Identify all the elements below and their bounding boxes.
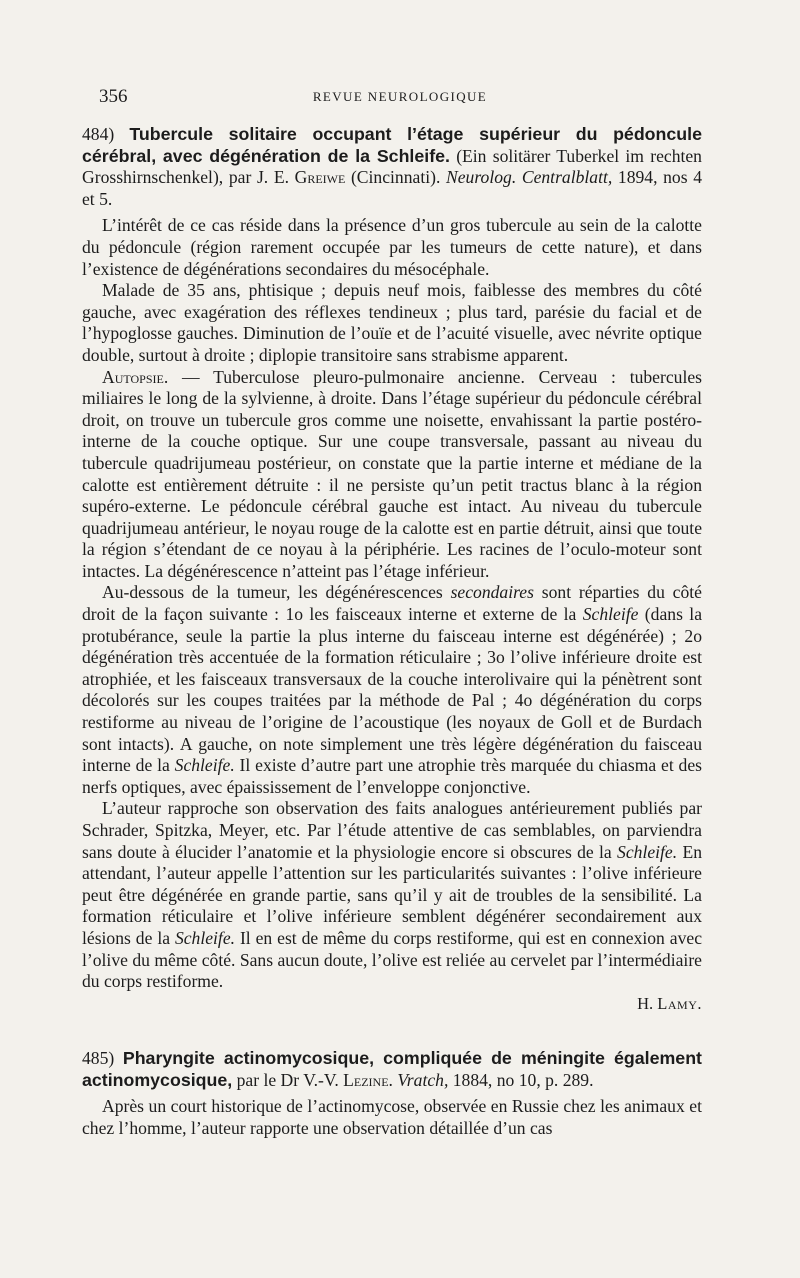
article-title: Tubercule solitaire occupant l’étage supérieur du pédoncule cérébral, avec dégénération de la Schleife. <box>82 124 702 166</box>
italic-term: Schleife <box>582 604 639 625</box>
italic-term: Schleife. <box>617 841 678 862</box>
autopsy-text: — Tuberculose pleuro-pulmonaire ancienne. Cerveau : tubercules miliaires le long de la sylvienne, à droite. Dans l’étage supérieur du pédoncule cérébral droit, on trouve un tubercule gros comme une noisette, envahissant la partie postéro-interne de la couche optique. Sur une coupe transversale, passant au niveau du tubercule quadrijumeau postérieur, on constate que la partie interne et médiane de la calotte est entièrement détruite : il ne persiste qu’un petit tractus blanc à la région supéro-externe. Le pédoncule cérébral gauche est intact. Au niveau du tubercule quadrijumeau antérieur, le noyau rouge de la calotte est en partie détruit, ainsi que toute la région s’étendant de ce noyau à la périphérie. Les racines de l’oculo-moteur sont intactes. La dégénérescence n’atteint pas l’étage inférieur. <box>82 366 702 581</box>
italic-term: Schleife. <box>174 755 235 776</box>
paragraph-intro: Après un court historique de l’actinomycose, observée en Russie chez les animaux et chez l’homme, l’auteur rapporte une observation détaillée d’un cas <box>82 1096 702 1138</box>
article-heading <box>82 1048 702 1091</box>
author-name: Lezine. <box>343 1069 393 1090</box>
reference-part-a: par le Dr V.-V. <box>232 1069 344 1090</box>
text-run: Au-dessous de la tumeur, les dégénérescences <box>102 582 451 603</box>
text-run: sont réparties du côté droit de la façon suivante : 1o les faisceaux interne et externe de la <box>82 582 702 625</box>
article-heading <box>82 124 702 210</box>
journal-title: REVUE NEUROLOGIQUE <box>312 89 488 104</box>
signature-initial: H. <box>637 993 658 1013</box>
paragraph-interest: L’intérêt de ce cas réside dans la présence d’un gros tubercule au sein de la calotte du pédoncule (région rarement occupée par les tumeurs de cette nature), et dans l’existence de dégénérations secondaires du mésocéphale. <box>82 215 702 279</box>
paragraph-autopsy <box>82 367 702 583</box>
text-run: (dans la protubérance, seule la partie la plus interne du faisceau interne est dégénérée) ; 2o dégénération très accentuée de la formation réticulaire ; 3o l’olive inférieure droite est atrophiée, et les faisceaux transversaux de la couche interolivaire qui la pénètrent sont décolorés sur les coupes traitées par la méthode de Pal ; 4o dégénération du corps restiforme au niveau de l’origine de l’acoustique (les noyaux de Goll et de Burdach sont intacts). A gauche, on note simplement une très légère dégénération du faisceau interne de la <box>82 604 703 776</box>
text-run: Il existe d’autre part une atrophie très marquée du chiasma et des nerfs optiques, avec épaississement de l’enveloppe conjonctive. <box>82 755 702 797</box>
paragraph-degenerations <box>82 582 702 798</box>
italic-term: Schleife. <box>174 927 236 948</box>
reference-part-a: (Ein solitärer Tuberkel im rechten Grosshirnschenkel), par J. E. <box>82 145 702 188</box>
article-title: Pharyngite actinomycosique, compliquée de méningite également actinomycosique, <box>82 1048 702 1090</box>
journal-reference: Vratch, <box>397 1069 449 1090</box>
page-number: 356 <box>99 86 128 107</box>
article-485 <box>82 1048 702 1139</box>
running-head <box>99 86 701 110</box>
text-run: En attendant, l’auteur appelle l’attention sur les particularités suivantes : l’olive inférieure peut être dégénérée en grande partie, sans qu’il y ait de troubles de la sensibilité. La formation réticulaire et l’olive inférieure semblent dégénérer secondairement aux lésions de la <box>82 841 702 948</box>
article-number: 484) <box>82 124 115 144</box>
author-name: Greiwe <box>294 167 346 188</box>
article-484 <box>82 124 702 1014</box>
reference-part-b: (Cincinnati). <box>345 167 446 188</box>
reference-part-c: 1894, nos 4 et 5. <box>82 167 702 209</box>
author-signature <box>82 993 702 1015</box>
reference-part-c: 1884, no 10, p. 289. <box>448 1069 594 1090</box>
journal-reference: Neurolog. Centralblatt, <box>446 167 613 188</box>
paragraph-clinical-case: Malade de 35 ans, phtisique ; depuis neuf mois, faiblesse des membres du côté gauche, avec exagération des réflexes tendineux ; plus tard, parésie du facial et de l’hypoglosse gauches. Diminution de l’ouïe et de l’acuité visuelle, avec névrite optique double, surtout à droite ; diplopie transitoire sans strabisme apparent. <box>82 280 702 365</box>
signature-name: Lamy. <box>657 993 702 1013</box>
text-run: Il en est de même du corps restiforme, qui est en connexion avec l’olive du même côté. Sans aucun doute, l’olive est reliée au cervelet par l’intermédiaire du corps restiforme. <box>82 927 702 992</box>
article-number: 485) <box>82 1048 115 1068</box>
autopsy-label: Autopsie. <box>102 366 169 387</box>
italic-term: secondaires <box>450 582 534 603</box>
paragraph-discussion <box>82 798 702 992</box>
text-run: L’auteur rapproche son observation des faits analogues antérieurement publiés par Schrader, Spitzka, Meyer, etc. Par l’étude attentive de cas semblables, on parviendra sans doute à élucider l’anatomie et la physiologie encore si obscures de la <box>82 798 702 862</box>
